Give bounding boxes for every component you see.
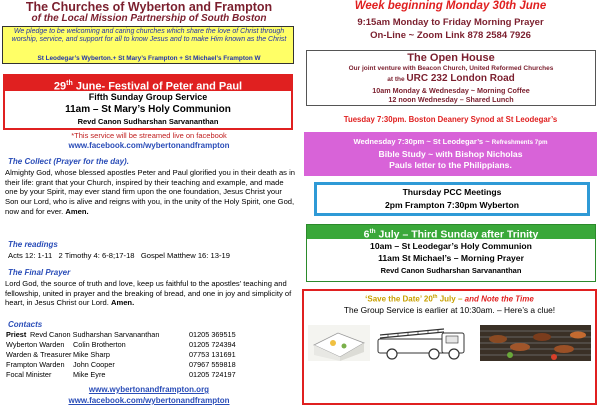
pcc-box [314, 182, 590, 216]
zoom-link: On-Line ~ Zoom Link 878 2584 7926 [370, 30, 531, 41]
trinity-line: Revd Canon Sudharshan Sarvananthan [380, 266, 522, 275]
trinity-line: 11am St Michael’s – Morning Prayer [378, 253, 524, 263]
save-the-date-heading: ‘Save the Date’ 20th July – and Note the Time [365, 294, 534, 304]
festival-line: Revd Canon Sudharshan Sarvananthan [77, 117, 219, 126]
pcc-line: 2pm Frampton 7:30pm Wyberton [384, 200, 520, 210]
trinity-line: 10am – St Leodegar’s Holy Communion [370, 241, 532, 251]
open-house-line: 12 noon Wednesday – Shared Lunch [388, 95, 514, 104]
collect-heading: The Collect (Prayer for the day). [8, 157, 129, 166]
final-prayer-heading: The Final Prayer [8, 268, 71, 277]
right-column [302, 0, 599, 409]
trinity-box [306, 224, 596, 282]
page-title: The Churches of Wyberton and Frampton [25, 0, 273, 14]
save-the-date-box [302, 289, 597, 405]
open-house-title: The Open House [407, 52, 495, 64]
open-house-box [306, 50, 596, 106]
website-link[interactable]: www.wybertonandframpton.org [88, 385, 210, 394]
open-house-line: Our joint venture with Beacon Church, United Reformed Churches [348, 65, 554, 72]
facebook-link[interactable]: www.facebook.com/wybertonandframpton [68, 396, 230, 405]
pledge-churches: St Leodegar’s Wyberton.+ St Mary’s Frampton + St Michael’s Frampton W [37, 55, 261, 62]
pledge-text: We pledge to be welcoming and caring churches which share the love of Christ through worship, service, and support for all to know Jesus and to make Him known as the Christ [11, 28, 287, 43]
fire-engine-picture [372, 325, 478, 361]
week-heading: Week beginning Monday 30th June [354, 0, 547, 12]
save-the-date-subtext: The Group Service is earlier at 10:30am. – Here’s a clue! [343, 305, 556, 315]
bible-study-box [304, 132, 597, 176]
open-house-line: 10am Monday & Wednesday ~ Morning Coffee [372, 86, 530, 95]
contact-row: Priest Revd Canon Sudharshan Sarvananthan 01205 369515 [6, 330, 236, 339]
barbecue-picture [480, 325, 591, 361]
festival-heading: 29th June- Festival of Peter and Paul [5, 76, 291, 91]
left-column [0, 0, 298, 409]
contact-row: Warden & Treasurer Mike Sharp 07753 131691 [6, 350, 236, 359]
festival-line: Fifth Sunday Group Service [88, 92, 208, 102]
page-subtitle: of the Local Mission Partnership of South Boston [31, 13, 267, 24]
pledge-box [2, 26, 294, 64]
final-prayer-text: Lord God, the source of truth and love, keep us faithful to the apostles’ teaching and fellowship, united in prayer and the breaking of bread, and one in joy and simplicity of heart, in Jesus Christ our Lord. Amen. [5, 279, 292, 308]
stream-link[interactable]: www.facebook.com/wybertonandframpton [68, 141, 230, 150]
readings-list: Acts 12: 1-11 2 Timothy 4: 6-8;17-18 Gospel Matthew 16: 13-19 [8, 251, 230, 260]
festival-line: 11am – St Mary’s Holy Communion [65, 104, 231, 115]
collect-text: Almighty God, whose blessed apostles Peter and Paul glorified you in their death as in their life: grant that your Church, inspired by their teaching and example, and made one by your Spirit, may ever stand firm upon the one foundation, Jesus Christ your Son our Lord, who is alive and reigns with you, in the unity of the Holy Spirit, one God, now and for ever. Amen. [5, 168, 295, 216]
open-house-address: at the URC 232 London Road [387, 73, 515, 84]
bible-study-line: Bible Study ~ with Bishop Nicholas [378, 149, 523, 159]
deanery-notice: Tuesday 7:30pm. Boston Deanery Synod at St Leodegar’s [343, 115, 558, 124]
contacts-heading: Contacts [8, 320, 43, 329]
bible-study-line: Pauls letter to the Philippians. [389, 160, 512, 170]
trinity-heading: 6th July – Third Sunday after Trinity [307, 225, 595, 239]
bible-study-line: Wednesday 7:30pm ~ St Leodegar’s ~ Refreshments 7pm [353, 137, 548, 146]
contact-row: Focal Minister Mike Eyre 01205 724197 [6, 370, 236, 379]
tablecloth-picture [308, 325, 370, 361]
stream-note: *This service will be streamed live on facebook [71, 131, 227, 140]
contact-row: Wyberton Warden Colin Brotherton 01205 724394 [6, 340, 236, 349]
morning-prayer: 9:15am Monday to Friday Morning Prayer [357, 17, 544, 28]
festival-box [3, 74, 293, 130]
readings-heading: The readings [8, 240, 58, 249]
pcc-line: Thursday PCC Meetings [402, 187, 502, 197]
contact-row: Frampton Warden John Cooper 07967 559818 [6, 360, 236, 369]
